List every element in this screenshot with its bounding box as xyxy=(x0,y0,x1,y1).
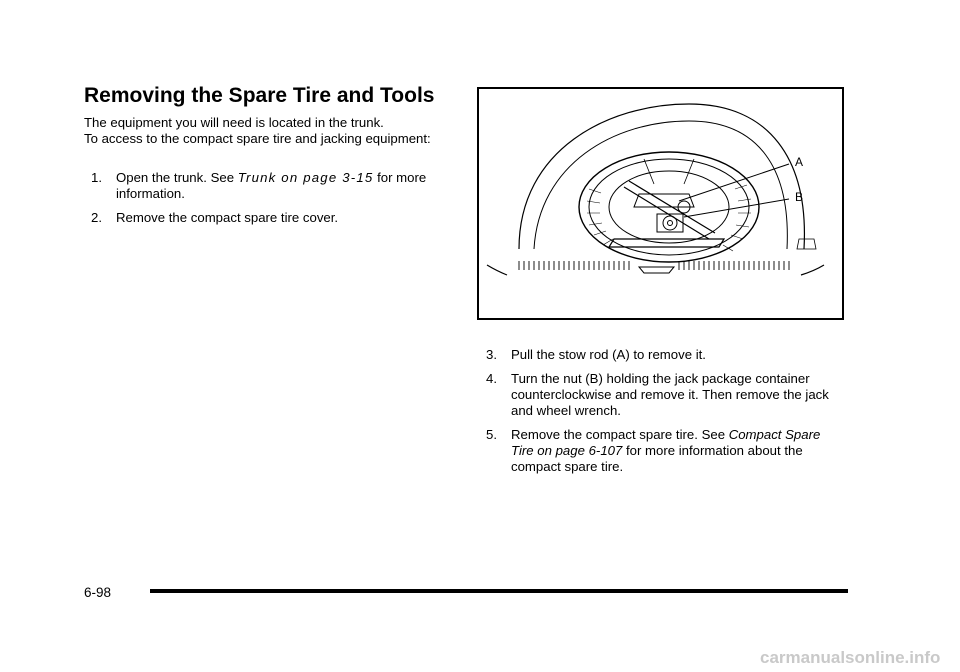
footer-rule xyxy=(150,589,848,593)
step-5 xyxy=(486,427,846,475)
step-text: Open the trunk. See xyxy=(116,170,238,185)
step-number: 2. xyxy=(91,210,102,225)
step-text-tail: for more information about the compact spare tire. xyxy=(511,443,803,474)
step-number: 5. xyxy=(486,427,497,442)
cross-reference-link[interactable]: Compact Spare Tire on page 6-107 xyxy=(511,427,821,458)
step-text: Remove the compact spare tire. See xyxy=(511,427,729,442)
label-a: A xyxy=(795,155,804,169)
step-text: Turn the nut (B) holding the jack package container counterclockwise and remove it. Then remove the jack and wheel wrench. xyxy=(511,371,829,418)
label-b: B xyxy=(795,190,804,204)
step-number: 4. xyxy=(486,371,497,386)
step-4 xyxy=(486,371,846,419)
step-1 xyxy=(91,170,461,202)
step-number: 3. xyxy=(486,347,497,362)
step-text-tail: for more information. xyxy=(116,170,427,201)
step-text: Remove the compact spare tire cover. xyxy=(116,210,339,225)
intro-paragraph xyxy=(84,115,454,146)
page-number: 6-98 xyxy=(84,585,112,600)
step-text: Pull the stow rod (A) to remove it. xyxy=(511,347,706,362)
page-heading: Removing the Spare Tire and Tools xyxy=(84,84,435,107)
step-3 xyxy=(486,347,846,363)
steps-list-left xyxy=(91,170,461,234)
cross-reference-link[interactable]: Trunk on page 3-15 xyxy=(237,170,374,185)
step-2 xyxy=(91,210,461,226)
watermark: carmanualsonline.info xyxy=(760,648,941,667)
intro-line-2: To access to the compact spare tire and jacking equipment: xyxy=(84,130,431,146)
spare-tire-illustration xyxy=(477,87,844,320)
spare-tire-drawing xyxy=(479,89,842,318)
steps-list-right xyxy=(486,347,846,483)
step-number: 1. xyxy=(91,170,102,185)
intro-line-1: The equipment you will need is located in the trunk. xyxy=(84,115,384,130)
